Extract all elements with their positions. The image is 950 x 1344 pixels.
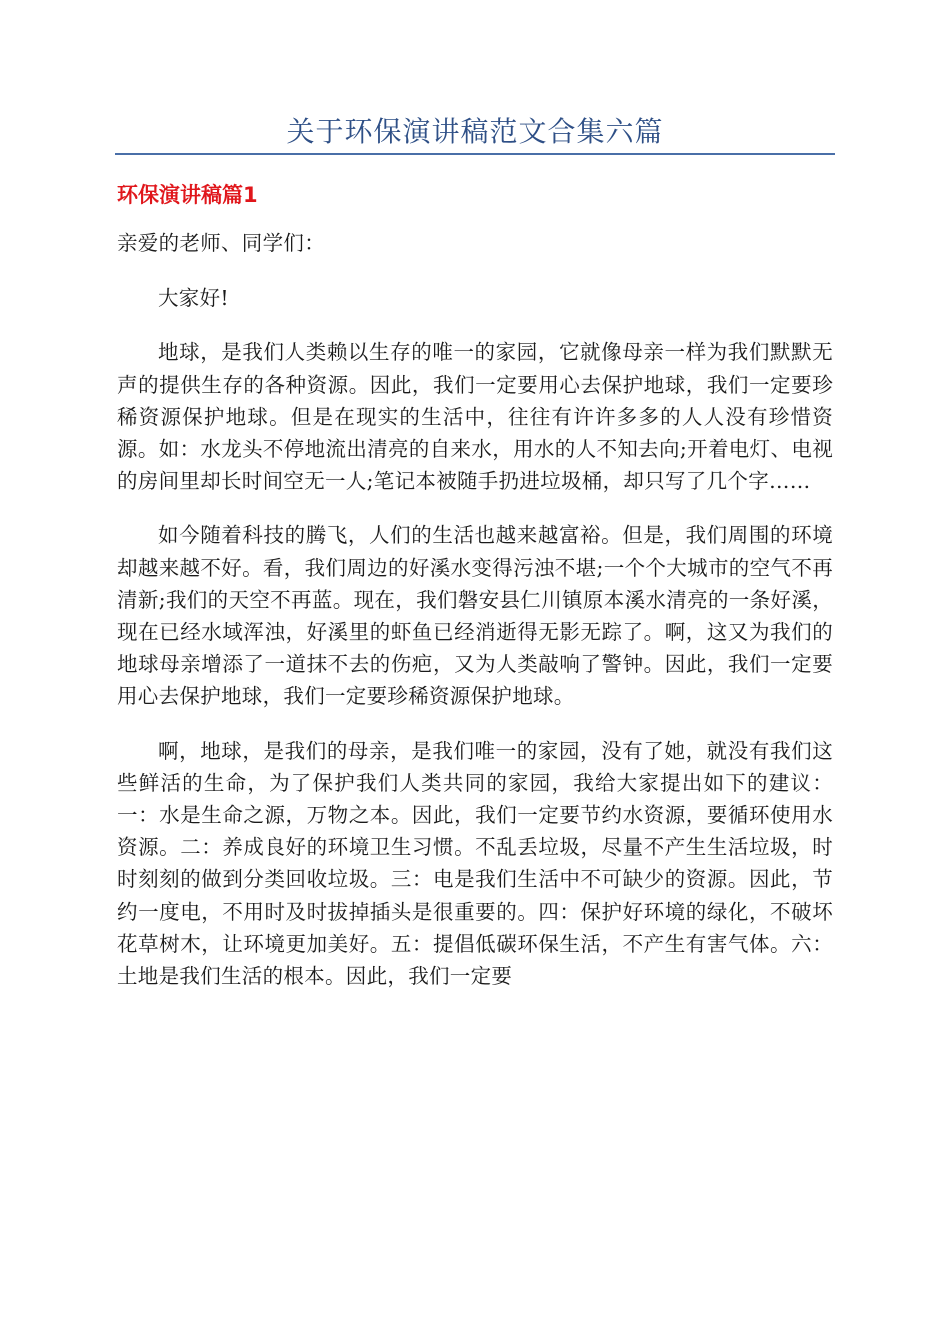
- document-body: [117, 227, 833, 1014]
- section-heading: 环保演讲稿篇1: [117, 183, 258, 207]
- salutation: 亲爱的老师、同学们：: [117, 231, 325, 255]
- title-divider: [115, 153, 835, 155]
- document-title: 关于环保演讲稿范文合集六篇: [286, 115, 664, 148]
- body-paragraph-2: 如今随着科技的腾飞，人们的生活也越来越富裕。但是，我们周围的环境却越来越不好。看，我们周边的好溪水变得污浊不堪;一个个大城市的空气不再清新;我们的天空不再蓝。现在，我们磐安县仁川镇原本溪水清亮的一条好溪，现在已经水域浑浊，好溪里的虾鱼已经消逝得无影无踪了。啊，这又为我们的地球母亲增添了一道抹不去的伤疤，又为人类敲响了警钟。因此，我们一定要用心去保护地球，我们一定要珍稀资源保护地球。: [117, 523, 833, 709]
- greeting-paragraph: 大家好!: [158, 286, 229, 311]
- body-paragraph-1: 地球，是我们人类赖以生存的唯一的家园，它就像母亲一样为我们默默无声的提供生存的各种资源。因此，我们一定要用心去保护地球，我们一定要珍稀资源保护地球。但是在现实的生活中，往往有许许多多的人人没有珍惜资源。如：水龙头不停地流出清亮的自来水，用水的人不知去向;开着电灯、电视的房间里却长时间空无一人;笔记本被随手扔进垃圾桶，却只写了几个字……: [117, 340, 833, 494]
- body-paragraph-3: 啊，地球，是我们的母亲，是我们唯一的家园，没有了她，就没有我们这些鲜活的生命，为了保护我们人类共同的家园，我给大家提出如下的建议：一：水是生命之源，万物之本。因此，我们一定要节约水资源，要循环使用水资源。二：养成良好的环境卫生习惯。不乱丢垃圾，尽量不产生生活垃圾，时时刻刻的做到分类回收垃圾。三：电是我们生活中不可缺少的资源。因此，节约一度电，不用时及时拔掉插头是很重要的。四：保护好环境的绿化，不破坏花草树木，让环境更加美好。五：提倡低碳环保生活，不产生有害气体。六：土地是我们生活的根本。因此，我们一定要: [117, 738, 833, 989]
